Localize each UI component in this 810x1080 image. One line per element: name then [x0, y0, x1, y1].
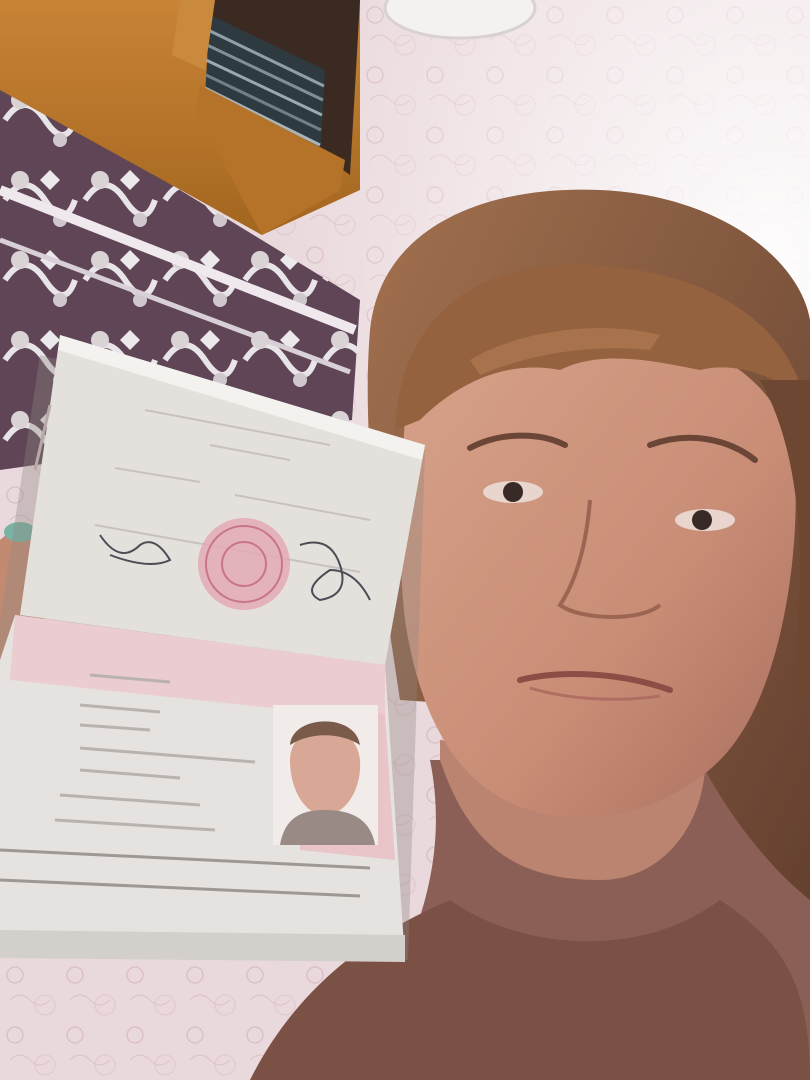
- official-stamp: [198, 518, 290, 610]
- passport: [0, 335, 425, 962]
- passport-photo: [273, 705, 378, 845]
